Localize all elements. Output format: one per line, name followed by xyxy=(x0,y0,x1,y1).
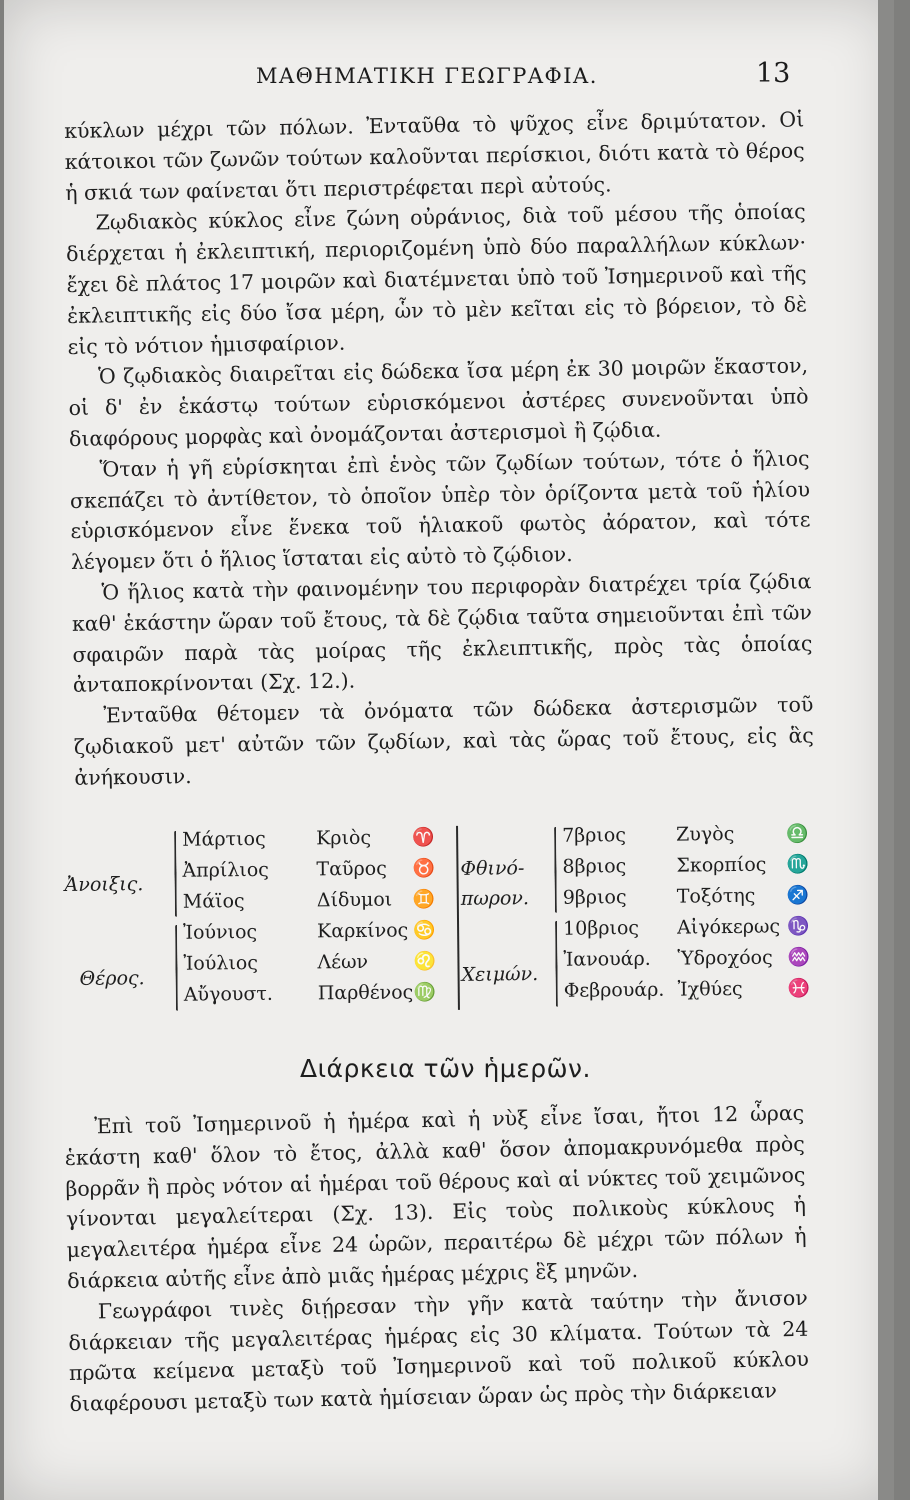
sign-cell: Ὑδροχόος xyxy=(677,946,773,970)
pisces-icon: ♓ xyxy=(787,978,811,1000)
month-cell: 10βριος xyxy=(562,916,640,940)
month-cell: Φεβρουάρ. xyxy=(563,978,665,1002)
month-cell: Μάϊος xyxy=(182,890,245,913)
season-label: Χειμών. xyxy=(461,963,539,986)
months-column-left xyxy=(182,824,273,1011)
months-column-right xyxy=(562,820,665,1007)
season-label: Θέρος. xyxy=(79,967,145,990)
sign-cell: Ζυγὸς xyxy=(676,822,735,846)
libra-icon: ♎ xyxy=(786,823,809,845)
paragraph: κύκλων μέχρι τῶν πόλων. Ἐνταῦθα τὸ ψῦχος εἶνε δριμύτατον. Οἱ κάτοικοι τῶν ζωνῶν τούτων καλοῦνται περίσκιοι, διότι κατὰ τὸ θέρος ἡ σκιά των φαίνεται ὅτι περιστρέφεται περὶ αὐτούς. xyxy=(64,107,805,205)
book-page xyxy=(4,0,894,1500)
paragraph: Ζῳδιακὸς κύκλος εἶνε ζώνη οὐράνιος, διὰ τοῦ μέσου τῆς ὁποίας διέρχεται ἡ ἐκλειπτική, περιοριζομένη ὑπὸ δύο παραλλήλων κύκλων· ἔχει δὲ πλάτος 17 μοιρῶν καὶ διατέμνεται ὑπὸ τοῦ Ἰσημερινοῦ καὶ τῆς ἐκλειπτικῆς εἰς δύο ἴσα μέρη, ὧν τὸ μὲν κεῖται εἰς τὸ βόρειον, τὸ δὲ εἰς τὸ νότιον ἡμισφαίριον. xyxy=(65,199,808,359)
month-cell: Μάρτιος xyxy=(182,827,266,851)
paragraph: Ὁ ζῳδιακὸς διαιρεῖται εἰς δώδεκα ἴσα μέρη ἐκ 30 μοιρῶν ἕκαστον, οἱ δ' ἐν ἑκάστῳ τούτων εὑρισκόμενοι ἀστέρες συνενοῦνται ὑπὸ διαφόρους μορφὰς καὶ ὀνομάζονται ἀστερισμοὶ ἢ ζῴδια. xyxy=(68,353,809,451)
paragraph: Ἐπὶ τοῦ Ἰσημερινοῦ ἡ ἡμέρα καὶ ἡ νὺξ εἶνε ἴσαι, ἤτοι 12 ὧρας ἑκάστη καθ' ὅλον τὸ ἔτος, ἀλλὰ καθ' ὅσον ἀπομακρυνόμεθα πρὸς βορρᾶν ἢ πρὸς νότον αἱ ἡμέραι τοῦ θέρους καὶ αἱ νύκτες τοῦ χειμῶνος γίνονται μεγαλείτεραι (Σχ. 13). Εἰς τοὺς πολικοὺς κύκλους ἡ μεγαλειτέρα ἡμέρα εἶνε 24 ὡρῶν, περαιτέρω δὲ μέχρι τῶν πόλων ἡ διάρκεια αὐτῆς εἶνε ἀπὸ μιᾶς ἡμέρας μέχρις ἓξ μηνῶν. xyxy=(64,1100,807,1293)
paragraph: Ἐνταῦθα θέτομεν τὰ ὀνόματα τῶν δώδεκα ἀστερισμῶν τοῦ ζῳδιακοῦ μετ' αὐτῶν τῶν ζῳδίων, καὶ τὰς ὥρας τοῦ ἔτους, εἰς ἃς ἀνήκουσιν. xyxy=(73,692,815,790)
body-text-top xyxy=(64,104,815,793)
sign-cell: Παρθένος xyxy=(317,981,414,1005)
page-header xyxy=(4,60,894,100)
sign-cell: Κριὸς xyxy=(316,826,372,850)
cancer-icon: ♋ xyxy=(413,920,436,942)
aquarius-icon: ♒ xyxy=(787,947,810,969)
taurus-icon: ♉ xyxy=(412,858,435,880)
sign-cell: Δίδυμοι xyxy=(316,888,393,912)
signs-column-left xyxy=(316,822,413,1009)
month-cell: Αὔγουστ. xyxy=(183,982,274,1006)
paragraph: Ὁ ἥλιος κατὰ τὴν φαινομένην του περιφορὰν διατρέχει τρία ζῴδια καθ' ἑκάστην ὥραν τοῦ ἔτους, τὰ δὲ ζῴδια ταῦτα σημειοῦνται ἐπὶ τῶν σφαιρῶν παρὰ τὰς μοίρας τῆς ἐκλειπτικῆς, πρὸς τὰς ὁποίας ἀνταποκρίνονται (Σχ. 12.). xyxy=(71,569,813,698)
month-cell: Ἰούνιος xyxy=(183,920,258,944)
month-cell: 8βριος xyxy=(562,855,627,878)
season-label: Φθινό- xyxy=(460,857,525,880)
leo-icon: ♌ xyxy=(413,951,436,973)
sign-cell: Σκορπίος xyxy=(676,853,767,877)
column-divider xyxy=(456,826,460,1010)
symbols-column-left xyxy=(412,822,436,1008)
month-cell: Ἀπρίλιος xyxy=(182,858,269,882)
section-title: Διάρκεια τῶν ἡμερῶν. xyxy=(300,1054,591,1083)
month-cell: Ἰούλιος xyxy=(183,951,259,975)
running-head: ΜΑΘΗΜΑΤΙΚΗ ΓΕΩΓΡΑΦΙΑ. xyxy=(256,64,598,88)
month-cell: 9βριος xyxy=(562,886,627,909)
symbols-column-right xyxy=(786,818,810,1004)
month-cell: Ἰανουάρ. xyxy=(563,947,651,971)
brace xyxy=(175,925,178,1011)
paragraph: Ὅταν ἡ γῆ εὑρίσκηται ἐπὶ ἑνὸς τῶν ζῳδίων τούτων, τότε ὁ ἥλιος σκεπάζει τὸ ἀντίθετον, τὸ ὁποῖον ὑπὲρ τὸν ὁρίζοντα μετὰ τοῦ ἡλίου εὑρισκόμενον εἶνε ἕνεκα τοῦ ἡλιακοῦ φωτὸς ἀόρατον, καὶ τότε λέγομεν ὅτι ὁ ἥλιος ἵσταται εἰς αὐτὸ τὸ ζῴδιον. xyxy=(69,446,811,575)
sign-cell: Τοξότης xyxy=(676,884,756,908)
brace xyxy=(555,921,558,1007)
sign-cell: Ταῦρος xyxy=(316,857,387,881)
month-cell: 7βριος xyxy=(562,824,627,847)
sign-cell: Ἰχθύες xyxy=(677,977,743,1001)
brace xyxy=(554,827,557,913)
body-text-bottom xyxy=(64,1098,810,1420)
zodiac-table xyxy=(64,818,826,1036)
season-label: πωρον. xyxy=(460,887,530,910)
sign-cell: Καρκίνος xyxy=(317,919,409,943)
page-edge xyxy=(878,0,894,1500)
sagittarius-icon: ♐ xyxy=(786,885,810,907)
virgo-icon: ♍ xyxy=(413,982,437,1004)
sign-cell: Αἰγόκερως xyxy=(676,915,781,939)
capricorn-icon: ♑ xyxy=(786,916,810,938)
signs-column-right xyxy=(676,819,781,1006)
sign-cell: Λέων xyxy=(317,950,369,974)
page-number: 13 xyxy=(756,58,791,89)
season-label: Ἀνοιξις. xyxy=(64,873,144,896)
paragraph: Γεωγράφοι τινὲς διῄρεσαν τὴν γῆν κατὰ ταύτην τὴν ἄνισον διάρκειαν τῆς μεγαλειτέρας ἡμέρας εἰς 30 κλίματα. Τούτων τὰ 24 πρῶτα κείμενα μεταξὺ τοῦ Ἰσημερινοῦ καὶ τοῦ πολικοῦ κύκλου διαφέρουσι μεταξὺ των κατὰ ἡμίσειαν ὥραν ὡς πρὸς τὴν διάρκειαν xyxy=(68,1285,810,1417)
gemini-icon: ♊ xyxy=(412,889,436,911)
brace xyxy=(174,831,177,917)
scorpio-icon: ♏ xyxy=(786,854,809,876)
aries-icon: ♈ xyxy=(412,827,435,849)
